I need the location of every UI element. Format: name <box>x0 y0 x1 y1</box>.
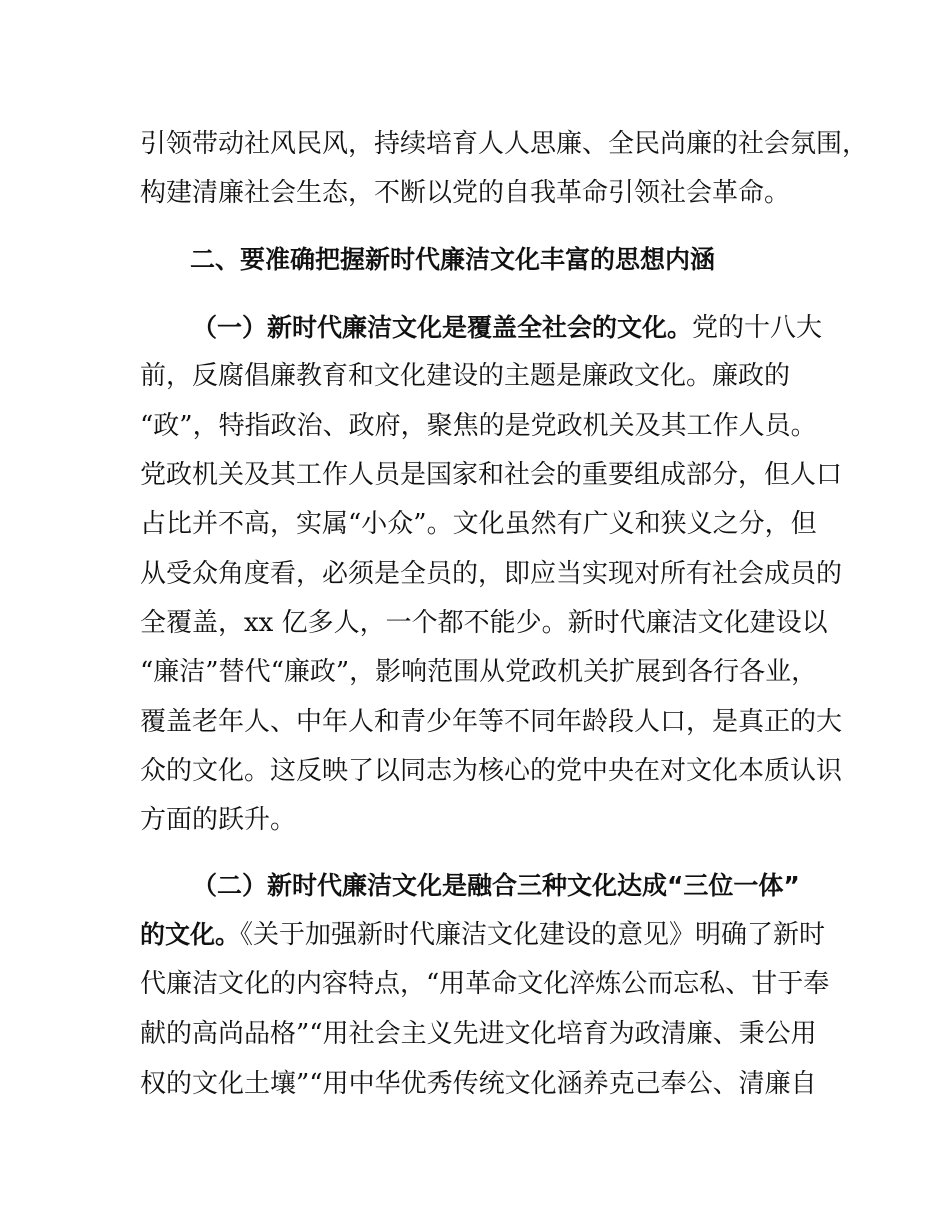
section-2-title-line-2: 的文化。 <box>140 920 241 949</box>
section-heading: 二、要准确把握新时代廉洁文化丰富的思想内涵 <box>190 245 716 274</box>
intro-line-2: 构建清廉社会生态，不断以党的自我革命引领社会革命。 <box>140 178 791 208</box>
section-1-first-line-rest: 党的十八大 <box>692 313 823 343</box>
section-2-second-line <box>140 917 825 953</box>
section-1-title: （一）新时代廉洁文化是覆盖全社会的文化。 <box>192 313 693 342</box>
section-1-line: 党政机关及其工作人员是国家和社会的重要组成部分，但人口 <box>140 460 843 490</box>
section-1-line: “廉洁”替代“廉政”，影响范围从党政机关扩展到各行各业， <box>140 657 818 687</box>
section-2-line: 权的文化土壤”“用中华优秀传统文化涵养克己奉公、清廉自 <box>140 1069 817 1099</box>
section-2-line: 代廉洁文化的内容特点，“用革命文化淬炼公而忘私、甘于奉 <box>140 969 830 999</box>
section-1-line: 方面的跃升。 <box>140 805 297 835</box>
section-1-line: 众的文化。这反映了以同志为核心的党中央在对文化本质认识 <box>140 756 843 786</box>
section-1-line: 前，反腐倡廉教育和文化建设的主题是廉政文化。廉政的 <box>140 361 791 391</box>
section-1-line: 覆盖老年人、中年人和青少年等不同年龄段人口，是真正的大 <box>140 707 843 737</box>
section-2-second-line-rest: 《关于加强新时代廉洁文化建设的意见》明确了新时 <box>240 920 826 950</box>
section-1-line: 从受众角度看，必须是全员的，即应当实现对所有社会成员的 <box>140 559 843 589</box>
intro-line-1: 引领带动社风民风，持续培育人人思廉、全民尚廉的社会氛围， <box>140 129 869 159</box>
section-2-title-line-1: （二）新时代廉洁文化是融合三种文化达成“三位一体” <box>192 871 800 900</box>
section-1-line: “政”，特指政治、政府，聚焦的是党政机关及其工作人员。 <box>140 411 817 441</box>
section-1-line: 占比并不高，实属“小众”。文化虽然有广义和狭义之分，但 <box>140 509 817 539</box>
section-1-line: 全覆盖，xx 亿多人，一个都不能少。新时代廉洁文化建设以 <box>140 608 828 638</box>
section-2-line: 献的高尚品格”“用社会主义先进文化培育为政清廉、秉公用 <box>140 1019 817 1049</box>
section-1-first-line <box>192 310 822 346</box>
